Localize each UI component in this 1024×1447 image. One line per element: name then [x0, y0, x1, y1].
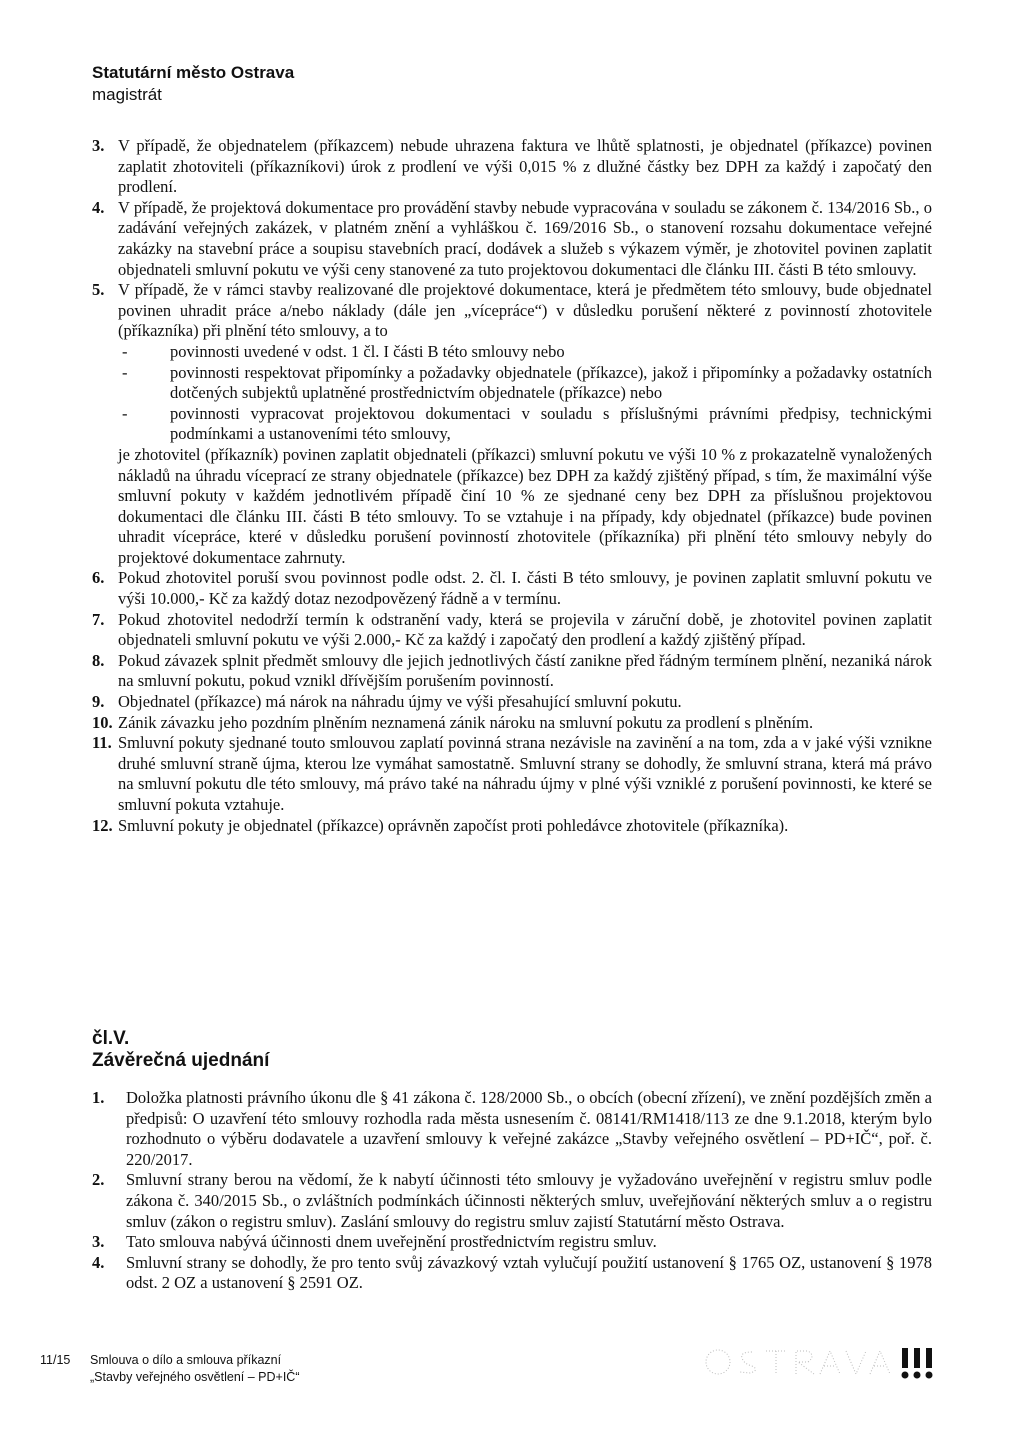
- footer-title: [90, 1352, 299, 1386]
- clause-9: [92, 692, 932, 713]
- ostrava-logo: [700, 1342, 970, 1382]
- clause-text: V případě, že v rámci stavby realizované dle projektové dokumentace, která je předmětem této smlouvy, bude objednatel povinen uhradit práce a/nebo náklady (dále jen „vícepráce“) v důsledku porušení některé z povinností zhotovitele (příkazníka) při plnění této smlouvy, a to: [118, 280, 932, 341]
- logo-dot-2: [914, 1372, 921, 1379]
- clause-number: 7.: [92, 609, 105, 629]
- logo-letter-s: [740, 1352, 756, 1373]
- logo-bang-2: [914, 1348, 920, 1368]
- clause-number: 4.: [92, 1252, 105, 1272]
- clause-number: 4.: [92, 197, 105, 217]
- clause-number: 2.: [92, 1170, 105, 1190]
- logo-bang-3: [926, 1348, 932, 1368]
- logo-letter-r: [796, 1351, 814, 1374]
- clause-text: V případě, že projektová dokumentace pro provádění stavby nebude vypracována v souladu se zákonem č. 134/2016 Sb., o zadávání veřejných zakázek, v platném znění a vyhláškou č. 169/2016 Sb., o stanovení rozsahu dokumentace veřejné zakázky na stavební práce a soupisu stavebních prací, dodávek a služeb s výkazem výměr, je zhotovitel povinen zaplatit objednateli smluvní pokutu ve výši ceny stanovené za tuto projektovou dokumentaci dle článku III. části B této smlouvy.: [118, 197, 932, 279]
- logo-letter-a2: [870, 1351, 890, 1374]
- section-heading: [92, 1028, 269, 1072]
- clause-number: 11.: [92, 733, 112, 753]
- document-header: [92, 62, 294, 106]
- clause-text: Pokud zhotovitel poruší svou povinnost podle odst. 2. čl. I. části B této smlouvy, je povinen zaplatit smluvní pokutu ve výši 10.000,- Kč za každý dotaz nezodpovězený řádně a v termínu.: [118, 568, 932, 609]
- final-provisions: [92, 1088, 932, 1294]
- city-name: Statutární město Ostrava: [92, 63, 295, 82]
- clause-12: [92, 816, 932, 837]
- section-label: čl.V.: [92, 1028, 130, 1049]
- clause-number: 9.: [92, 692, 105, 712]
- clause-6: [92, 568, 932, 609]
- clause-text: Tato smlouva nabývá účinnosti dnem uveřejnění prostřednictvím registru smluv.: [126, 1232, 657, 1252]
- clause-text: Zánik závazku jeho pozdním plněním neznamená zánik nároku na smluvní pokutu za prodlení s plněním.: [118, 712, 814, 732]
- penalties-section: [92, 136, 932, 836]
- final-clause-2: [92, 1170, 932, 1232]
- clause-text: Smluvní strany se dohodly, že pro tento svůj závazkový vztah vylučují použití ustanovení § 1765 OZ, ustanovení § 1978 odst. 2 OZ a ustanovení § 2591 OZ.: [126, 1252, 932, 1293]
- clause-11: [92, 733, 932, 815]
- footer-line-1: Smlouva o dílo a smlouva příkazní: [90, 1353, 282, 1367]
- clause-number: 3.: [92, 136, 105, 155]
- dash-bullet: -: [122, 362, 128, 382]
- clause-5: [92, 280, 932, 568]
- list-item: - povinnosti vypracovat projektovou dokumentaci v souladu s příslušnými právními předpisy, technickými podmínkami a ustanoveními této smlouvy,: [122, 403, 932, 444]
- clause-10: [92, 713, 932, 734]
- dash-bullet: -: [122, 403, 128, 423]
- clause-number: 8.: [92, 650, 105, 670]
- clause-number: 6.: [92, 568, 105, 588]
- clause-number: 12.: [92, 815, 113, 835]
- clause-text: Smluvní strany berou na vědomí, že k nabytí účinnosti této smlouvy je vyžadováno uveřejnění v registru smluv podle zákona č. 340/2015 Sb., o zvláštních podmínkách účinnosti některých smluv, uveřejňování některých smluv a o registru smluv (zákon o registru smluv). Zaslání smlouvy do registru smluv zajistí Statutární město Ostrava.: [126, 1170, 932, 1231]
- obligation-list: [118, 342, 932, 445]
- office-name: magistrát: [92, 85, 162, 104]
- clause-8: [92, 651, 932, 692]
- list-item: - povinnosti uvedené v odst. 1 čl. I části B této smlouvy nebo: [122, 341, 565, 361]
- logo-letter-v: [846, 1351, 866, 1374]
- final-clause-4: [92, 1253, 932, 1294]
- clause-3: [92, 136, 932, 198]
- final-clause-3: [92, 1232, 932, 1253]
- clause-number: 3.: [92, 1232, 105, 1252]
- list-item: - povinnosti respektovat připomínky a požadavky objednatele (příkazce), jakož i připomínky a požadavky ostatních dotčených subjektů uplatněné prostřednictvím objednatele (příkazce) nebo: [122, 362, 932, 403]
- clause-text: Smluvní pokuty sjednané touto smlouvou zaplatí povinná strana nezávisle na zavinění a na tom, zda a v jaké výši vznikne druhé smluvní straně újma, kterou lze vymáhat samostatně. Smluvní strany se dohodly, že smluvní strana, která má právo na smluvní pokutu dle této smlouvy, má právo také na náhradu újmy v plné výši vzniklé z porušení povinnosti, ke které se smluvní pokuta vztahuje.: [118, 733, 932, 814]
- final-clause-1: [92, 1088, 932, 1170]
- section-title: Závěrečná ujednání: [92, 1050, 270, 1071]
- clause-text: Smluvní pokuty je objednatel (příkazce) oprávněn započíst proti pohledávce zhotovitele (příkazníka).: [118, 815, 789, 835]
- clause-number: 5.: [92, 280, 105, 300]
- clause-text: Objednatel (příkazce) má nárok na náhradu újmy ve výši přesahující smluvní pokutu.: [118, 692, 682, 712]
- clause-number: 10.: [92, 712, 113, 732]
- logo-bang-1: [902, 1348, 908, 1368]
- clause-text: Doložka platnosti právního úkonu dle § 41 zákona č. 128/2000 Sb., o obcích (obecní zřízení), ve znění pozdějších změn a předpisů: O uzavření této smlouvy rozhodla rada města usnesením č. 08141/RM1418/113 ze dne 9.1.2018, kterým bylo rozhodnuto o výběru dodavatele a uzavření smlouvy k veřejné zakázce „Stavby veřejného osvětlení – PD+IČ“, poř. č. 220/2017.: [126, 1088, 932, 1169]
- page-number: 11/15: [40, 1353, 71, 1367]
- logo-dot-3: [926, 1372, 933, 1379]
- clause-text: Pokud zhotovitel nedodrží termín k odstranění vady, která se projevila v záruční době, je zhotovitel povinen zaplatit objednateli smluvní pokutu ve výši 2.000,- Kč za každý i započatý den prodlení a každý zjištěný případ.: [118, 609, 932, 650]
- clause-5-continuation: je zhotovitel (příkazník) povinen zaplatit objednateli (příkazci) smluvní pokutu ve výši 10 % z prokazatelně vynaložených nákladů na úhradu víceprací ze strany objednatele (příkazce) bez DPH za každý zjištěný případ, s tím, že maximální výše smluvní pokuty v každém jednotlivém případě činí 10 % ze sjednané ceny bez DPH za příslušnou projektovou dokumentaci dle článku III. části B této smlouvy. To se vztahuje i na případy, kdy objednatel (příkazce) bude povinen uhradit vícepráce, které v důsledku porušení povinností zhotovitele (příkazníka) při plnění této smlouvy nebyly do projektové dokumentace zahrnuty.: [118, 444, 932, 567]
- footer-line-2: „Stavby veřejného osvětlení – PD+IČ“: [90, 1370, 300, 1384]
- clause-text: V případě, že objednatelem (příkazcem) nebude uhrazena faktura ve lhůtě splatnosti, je objednatel (příkazce) povinen zaplatit zhotoviteli (příkazníkovi) úrok z prodlení ve výši 0,015 % z dlužné částky bez DPH za každý i započatý den prodlení.: [118, 136, 932, 197]
- logo-letter-t: [766, 1351, 786, 1374]
- clause-text: Pokud závazek splnit předmět smlouvy dle jejich jednotlivých částí zanikne před řádným termínem plnění, nezaniká nárok na smluvní pokutu, pokud vznikl dřívějším porušením povinností.: [118, 650, 932, 691]
- logo-dot-1: [902, 1372, 909, 1379]
- clause-number: 1.: [92, 1088, 105, 1107]
- clause-7: [92, 610, 932, 651]
- dash-bullet: -: [122, 341, 128, 361]
- logo-letter-o: [706, 1350, 730, 1374]
- logo-letter-a: [820, 1351, 840, 1374]
- clause-4: [92, 198, 932, 280]
